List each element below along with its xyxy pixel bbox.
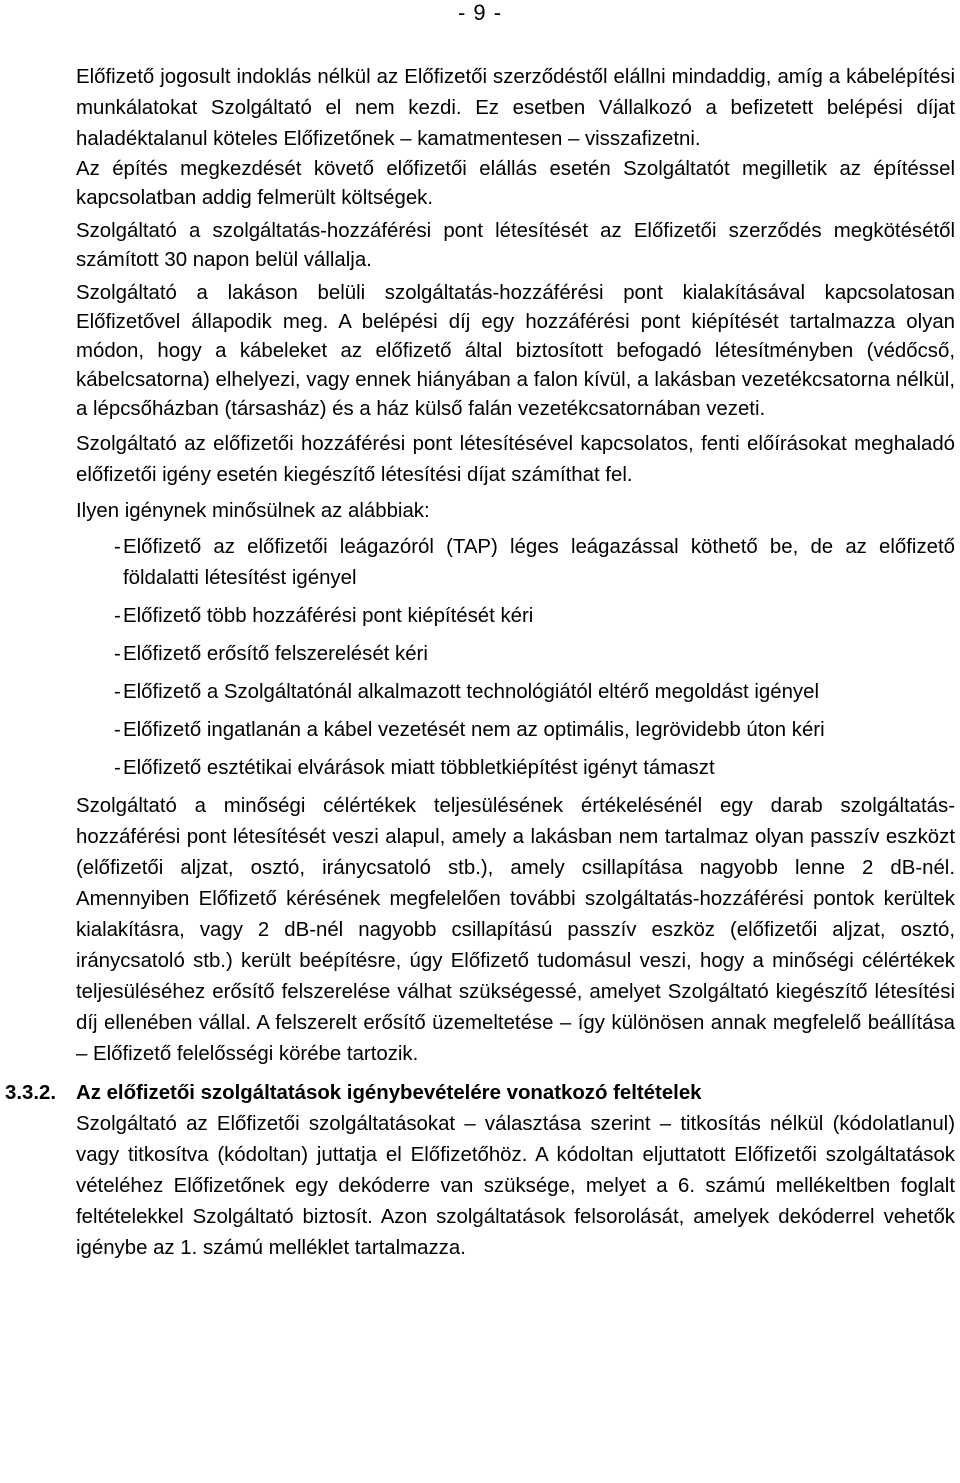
section-3-3-2 [5, 1078, 955, 1264]
list-dash: - [114, 757, 121, 779]
list-item-text: Előfizető esztétikai elvárások miatt többletkiépítést igényt támaszt [123, 757, 715, 779]
list-item-text: Előfizető több hozzáférési pont kiépítését kéri [123, 605, 534, 627]
paragraph-list-intro: Ilyen igénynek minősülnek az alábbiak: [76, 500, 430, 522]
paragraph-extra-fee: Szolgáltató az előfizetői hozzáférési pont létesítésével kapcsolatos, fenti előírásokat meghaladó előfizetői igény esetén kiegészítő létesítési díjat számíthat fel. [76, 433, 955, 486]
list-item-text: Előfizető ingatlanán a kábel vezetését nem az optimális, legrövidebb úton kéri [123, 719, 825, 741]
paragraph-access-point: Szolgáltató a lakáson belüli szolgáltatás-hozzáférési pont kialakításával kapcsolatosan Előfizetővel állapodik meg. A belépési díj egy hozzáférési pont kiépítését tartalmazza olyan módon, hogy a kábeleket az előfizető által biztosított befogadó létesítményben (védőcső, kábelcsatorna) elhelyezi, vagy ennek hiányában a falon kívül, a lakásban vezetékcsatorna nélkül, a lépcsőházban (társasház) és a ház külső falán vezetékcsatornában vezeti. [76, 282, 955, 420]
requirement-list [76, 532, 955, 784]
list-item [76, 639, 955, 670]
list-item [76, 677, 955, 708]
paragraph-deadline: Szolgáltató a szolgáltatás-hozzáférési pont létesítését az Előfizetői szerződés megkötésétől számított 30 napon belül vállalja. [76, 220, 955, 271]
paragraph-withdrawal: Előfizető jogosult indoklás nélkül az Előfizetői szerződéstől elállni mindaddig, amíg a kábelépítési munkálatokat Szolgáltató el nem kezdi. Ez esetben Vállalkozó a befizetett belépési díjat haladéktalanul köteles Előfizetőnek – kamatmentesen – visszafizetni. [76, 66, 955, 150]
list-item [76, 601, 955, 632]
paragraph-costs: Az építés megkezdését követő előfizetői elállás esetén Szolgáltatót megilletik az építéssel kapcsolatban addig felmerült költségek. [76, 158, 955, 209]
section-heading [5, 1078, 955, 1109]
list-dash: - [114, 719, 121, 741]
paragraph-quality-targets: Szolgáltató a minőségi célértékek teljesülésének értékelésénél egy darab szolgáltatás-hozzáférési pont létesítését veszi alapul, amely a lakásban nem tartalmaz olyan passzív eszközt (előfizetői aljzat, osztó, iránycsatoló stb.), amely csillapítása nagyobb lenne 2 dB-nél. Amennyiben Előfizető kérésének megfelelően további szolgáltatás-hozzáférési pontok kerültek kialakításra, vagy 2 dB-nél nagyobb csillapítású passzív eszköz (előfizetői aljzat, osztó, iránycsatoló stb.) került beépítésre, úgy Előfizető tudomásul veszi, hogy a minőségi célértékek teljesüléséhez erősítő felszerelése válhat szükségessé, amelyet Szolgáltató kiegészítő létesítési díj ellenében vállal. A felszerelt erősítő üzemeltetése – így különösen annak megfelelő beállítása – Előfizető felelősségi körébe tartozik. [76, 795, 955, 1065]
document-body [5, 62, 955, 1264]
list-dash: - [114, 681, 121, 703]
list-item-text: Előfizető erősítő felszerelését kéri [123, 643, 428, 665]
list-item [76, 753, 955, 784]
list-item-text: Előfizető az előfizetői leágazóról (TAP) léges leágazással köthető be, de az előfizető földalatti létesítést igényel [123, 536, 955, 589]
list-dash: - [114, 536, 121, 558]
list-item [76, 715, 955, 746]
page-number: - 9 - [457, 0, 503, 25]
list-item-text: Előfizető a Szolgáltatónál alkalmazott technológiától eltérő megoldást igényel [123, 681, 819, 703]
section-number: 3.3.2. [5, 1082, 57, 1104]
list-item [76, 532, 955, 594]
section-body: Szolgáltató az Előfizetői szolgáltatásokat – választása szerint – titkosítás nélkül (kódolatlanul) vagy titkosítva (kódoltan) juttatja el Előfizetőhöz. A kódoltan eljuttatott Előfizetői szolgáltatások vételéhez Előfizetőnek egy dekóderre van szüksége, melyet a 6. számú mellékeltben foglalt feltételekkel Szolgáltató biztosít. Azon szolgáltatások felsorolását, amelyek dekóderrel vehetők igénybe az 1. számú melléklet tartalmazza. [76, 1113, 955, 1259]
list-dash: - [114, 643, 121, 665]
list-dash: - [114, 605, 121, 627]
section-title: Az előfizetői szolgáltatások igénybevételére vonatkozó feltételek [76, 1082, 702, 1104]
